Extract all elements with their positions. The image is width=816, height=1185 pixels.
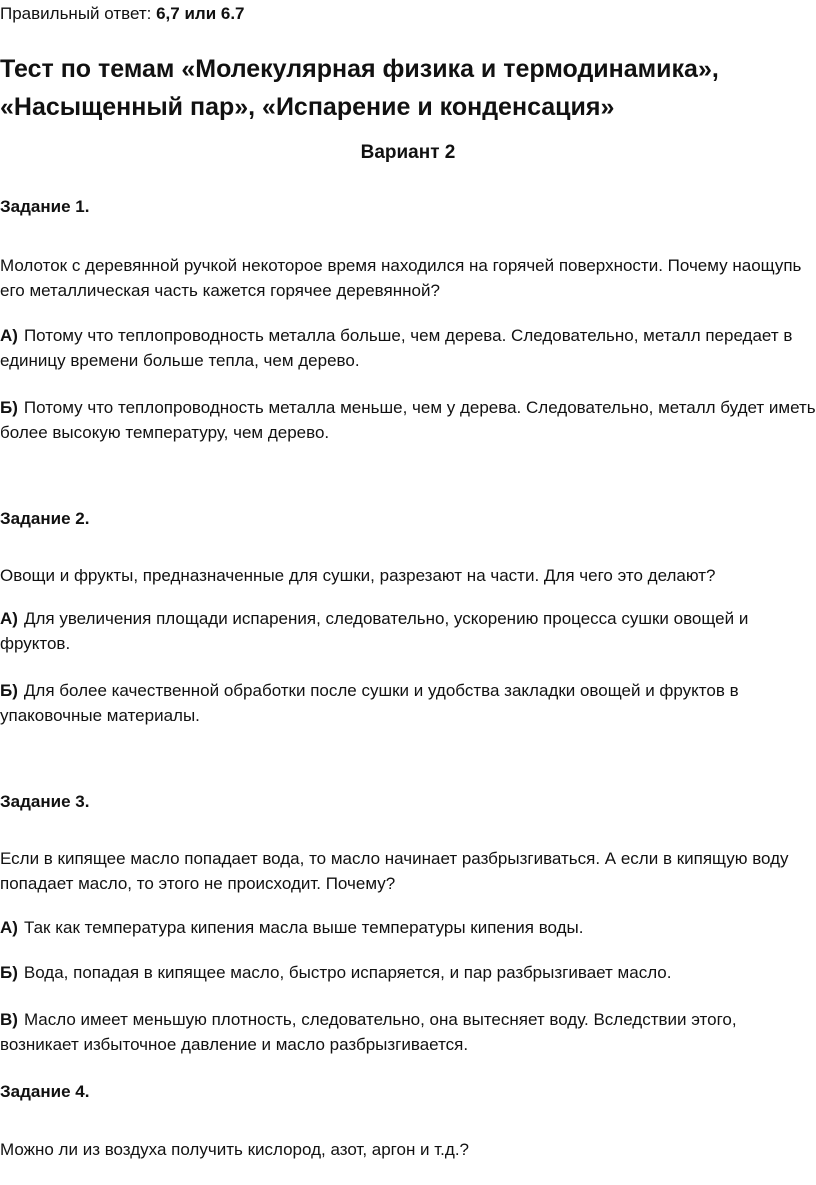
task-2-option-a (0, 606, 816, 656)
task-1-question (0, 253, 816, 303)
test-title-line-1: Тест по темам «Молекулярная физика и термодинамика», (0, 55, 719, 83)
task-1-option-b (0, 395, 816, 445)
option-text: единицу времени больше тепла, чем дерево. (0, 351, 360, 370)
option-text: Так как температура кипения масла выше температуры кипения воды. (23, 918, 584, 937)
option-text: возникает избыточное давление и масло разбрызгивается. (0, 1035, 469, 1054)
option-letter: В) (0, 1010, 18, 1029)
option-letter: Б) (0, 398, 18, 417)
task-3-question (0, 846, 816, 896)
option-text: Потому что теплопроводность металла больше, чем дерева. Следовательно, металл передает в (23, 326, 793, 345)
option-text: Потому что теплопроводность металла меньше, чем у дерева. Следовательно, металл будет иметь (23, 398, 816, 417)
task-2-option-b (0, 678, 816, 728)
correct-answer-value: 6,7 или 6.7 (156, 4, 245, 23)
task-3-question-line: Если в кипящее масло попадает вода, то масло начинает разбрызгиваться. А если в кипящую воду (0, 849, 789, 868)
test-title (0, 50, 816, 126)
task-1-question-line: его металлическая часть кажется горячее деревянной? (0, 281, 440, 300)
task-3-option-a (0, 915, 816, 940)
option-letter: Б) (0, 681, 18, 700)
option-letter: Б) (0, 963, 18, 982)
task-2-heading: Задание 2. (0, 509, 90, 528)
correct-answer-label: Правильный ответ: (0, 4, 157, 23)
task-1-heading: Задание 1. (0, 197, 90, 216)
option-text: фруктов. (0, 634, 71, 653)
task-3-option-c (0, 1007, 816, 1057)
task-3-heading: Задание 3. (0, 792, 90, 811)
option-letter: А) (0, 326, 18, 345)
variant-heading: Вариант 2 (360, 142, 456, 163)
task-1-option-a (0, 323, 816, 373)
option-text: более высокую температуру, чем дерево. (0, 423, 330, 442)
task-4-question-line: Можно ли из воздуха получить кислород, азот, аргон и т.д.? (0, 1140, 470, 1159)
option-text: Масло имеет меньшую плотность, следовательно, она вытесняет воду. Вследствии этого, (23, 1010, 737, 1029)
task-3-question-line: попадает масло, то этого не происходит. Почему? (0, 874, 396, 893)
correct-answer-line (0, 2, 245, 26)
option-text: упаковочные материалы. (0, 706, 200, 725)
task-2-question (0, 563, 816, 588)
option-text: Для более качественной обработки после сушки и удобства закладки овощей и фруктов в (23, 681, 739, 700)
task-3-option-b (0, 960, 816, 985)
option-letter: А) (0, 609, 18, 628)
option-text: Вода, попадая в кипящее масло, быстро испаряется, и пар разбрызгивает масло. (23, 963, 672, 982)
test-title-line-2: «Насыщенный пар», «Испарение и конденсация» (0, 93, 615, 121)
option-text: Для увеличения площади испарения, следовательно, ускорению процесса сушки овощей и (23, 609, 749, 628)
option-letter: А) (0, 918, 18, 937)
task-1-question-line: Молоток с деревянной ручкой некоторое время находился на горячей поверхности. Почему наощупь (0, 256, 802, 275)
task-2-question-line: Овощи и фрукты, предназначенные для сушки, разрезают на части. Для чего это делают? (0, 566, 716, 585)
task-4-heading: Задание 4. (0, 1082, 90, 1101)
task-4-question (0, 1137, 816, 1162)
